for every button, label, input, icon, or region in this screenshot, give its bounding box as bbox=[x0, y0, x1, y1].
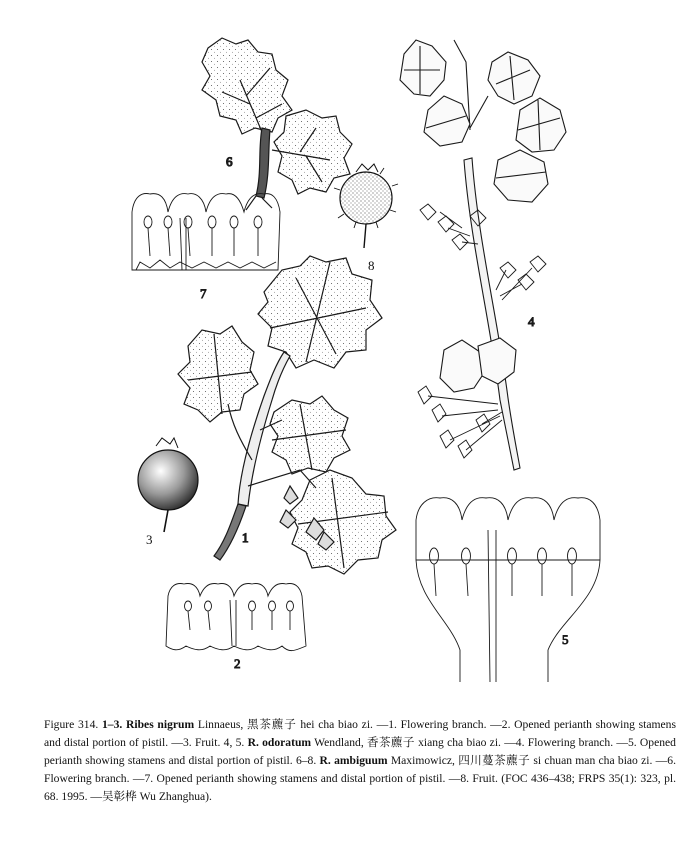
fig-2-label: 2 bbox=[234, 656, 241, 671]
figure-2-nigrum-perianth bbox=[166, 584, 306, 672]
figure-7-ambiguum-perianth bbox=[132, 194, 280, 301]
fig-1-label: 1 bbox=[242, 530, 249, 545]
figure-caption bbox=[44, 716, 676, 806]
caption-figure-number: Figure 314. bbox=[44, 718, 99, 731]
caption-segment-3: Maximowicz, 四川蔓茶藨子 si chuan man cha biao zi. —6. Flowering branch. —7. Opened perianth showing stamens and distal portion of pistil. —8. Fruit. (FOC 436–438; FRPS 35(1): 323, pl. 68. 1995. —吴彰桦 Wu Zhanghua). bbox=[44, 754, 676, 803]
caption-species-ribes-nigrum: Ribes nigrum bbox=[126, 718, 195, 731]
fig-5-label: 5 bbox=[562, 632, 569, 647]
figure-3-nigrum-fruit bbox=[138, 438, 198, 547]
fig-6-label: 6 bbox=[226, 154, 233, 169]
figure-6-ambiguum-branch bbox=[202, 38, 352, 210]
caption-segment-2: Wendland, 香茶藨子 xiang cha biao zi. —4. Flowering branch. —5. Opened perianth showing stamens and distal portion of pistil. 6–8. bbox=[44, 736, 676, 767]
fig-3-label: 3 bbox=[146, 532, 153, 547]
caption-range-1: 1–3. bbox=[102, 718, 123, 731]
figure-8-ambiguum-fruit bbox=[334, 164, 398, 273]
figure-1-nigrum-branch bbox=[178, 256, 396, 574]
caption-species-r-ambiguum: R. ambiguum bbox=[319, 754, 388, 767]
fig-4-label: 4 bbox=[528, 314, 535, 329]
caption-segment-1: Linnaeus, 黑茶藨子 hei cha biao zi. —1. Flowering branch. —2. Opened perianth showing stamens and distal portion of pistil. —3. Fruit. 4, 5. bbox=[44, 718, 676, 749]
fig-7-label: 7 bbox=[200, 286, 207, 301]
fig-8-label: 8 bbox=[368, 258, 375, 273]
figure-4-odoratum-branch bbox=[400, 40, 566, 470]
figure-5-odoratum-perianth bbox=[416, 498, 600, 682]
caption-species-r-odoratum: R. odoratum bbox=[247, 736, 312, 749]
